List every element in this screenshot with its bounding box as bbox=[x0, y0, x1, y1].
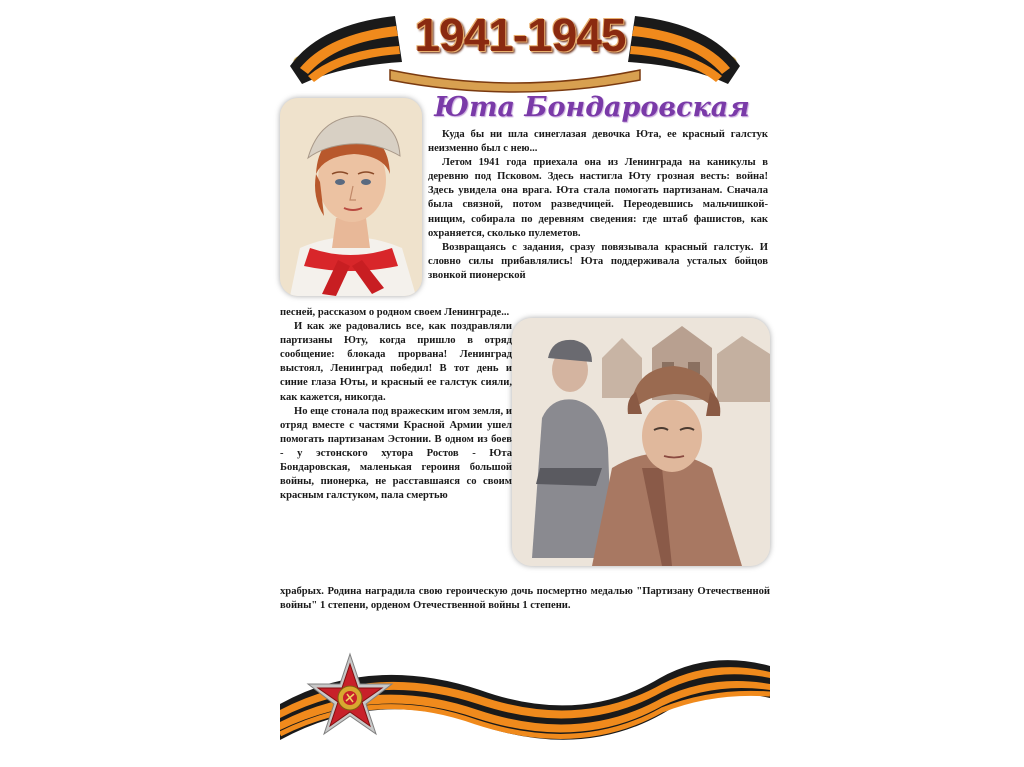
st-george-ribbon-with-order-star-icon bbox=[280, 634, 770, 752]
story-paragraph: И как же радовались все, как поздравляли партизаны Юту, когда пришло в отряд сообщение: блокада прорвана! Ленинград выстоял, Ленинград победил! В тот день и синие глаза Юты, и красный ее галстук сияли, как кажется, никогда. bbox=[280, 321, 512, 403]
story-text-block-2 bbox=[280, 306, 512, 503]
story-text-block-3 bbox=[280, 585, 770, 613]
story-paragraph: Возвращаясь с задания, сразу повязывала красный галстук. И словно силы прибавлялись! Юта поддерживала усталых бойцов звонкой пионерской bbox=[428, 241, 768, 281]
story-text-block-1 bbox=[428, 128, 768, 283]
story-paragraph: храбрых. Родина наградила свою героическую дочь посмертно медалью "Партизану Отечественной войны" 1 степени, орденом Отечественной войны 1 степени. bbox=[280, 586, 770, 612]
story-paragraph: песней, рассказом о родном своем Ленинграде... bbox=[280, 307, 510, 318]
illustration-partisans-image bbox=[512, 318, 770, 566]
page-title: Юта Бондаровская bbox=[434, 92, 750, 123]
header-years: 1941-1945 bbox=[414, 9, 626, 61]
story-paragraph: Но еще стонала под вражеским игом земля, и отряд вместе с частями Красной Армии ушел помогать партизанам Эстонии. В одном из боев - у эстонского хутора Ростов - Юта Бондаровская, маленькая героиня большой войны, пионерка, не расставшаяся со своим красным галстуком, пала смертью bbox=[280, 405, 512, 502]
portrait-girl-image bbox=[280, 98, 422, 296]
story-paragraph: Куда бы ни шла синеглазая девочка Юта, ее красный галстук неизменно был с нею... bbox=[428, 129, 768, 155]
story-paragraph: Летом 1941 года приехала она из Ленинграда на каникулы в деревню под Псковом. Здесь настигла Юту грозная весть: война! Здесь увидела она врага. Юта стала помогать партизанам. Сначала была связной, потом разведчицей. Переодевшись мальчишкой-нищим, собирала по деревням сведения: где штаб фашистов, как охраняется, сколько пулеметов. bbox=[428, 157, 768, 239]
